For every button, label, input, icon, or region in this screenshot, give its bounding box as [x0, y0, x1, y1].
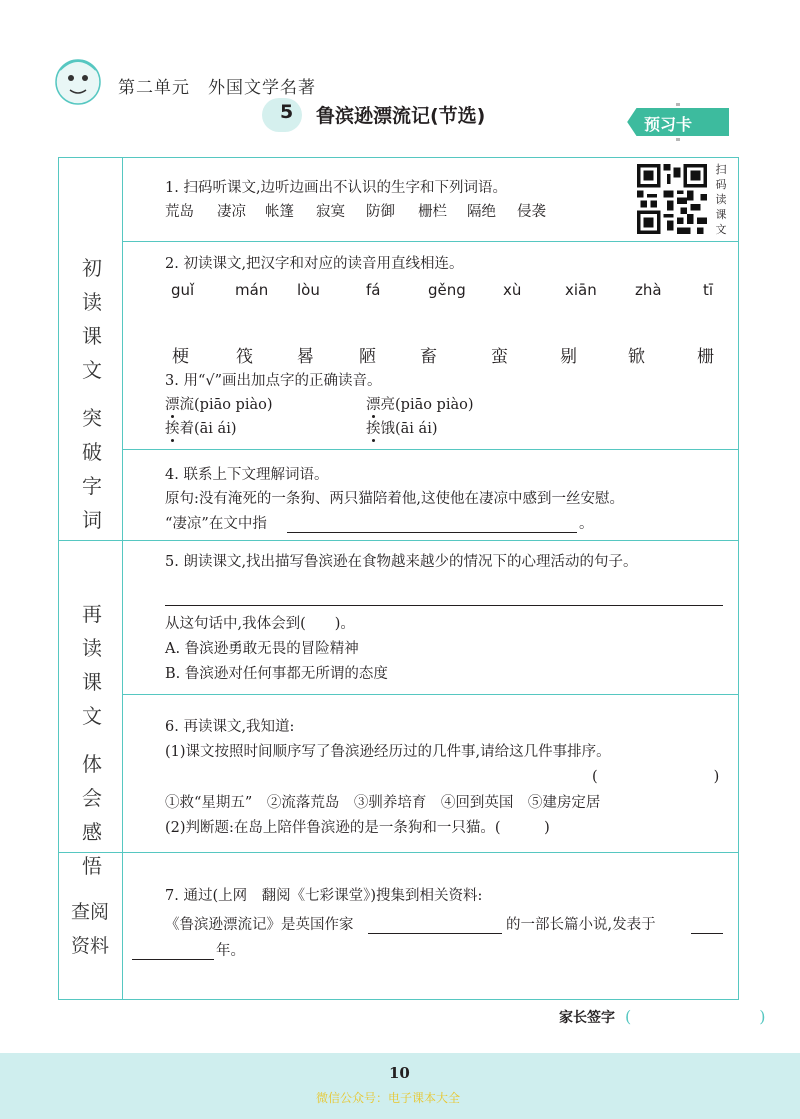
pinyin: gěng: [428, 281, 466, 299]
q7-line2-end: 年。: [216, 943, 245, 959]
word: 帐篷: [265, 204, 294, 220]
hanzi: 畜: [420, 347, 437, 367]
word: 荒岛: [165, 204, 194, 220]
q5-option: B. 鲁滨逊对任何事都无所谓的态度: [165, 666, 388, 682]
hanzi: 陋: [359, 347, 376, 367]
emphasis-dot: [372, 415, 375, 418]
q4-end: 。: [579, 516, 594, 532]
q5-option: A. 鲁滨逊勇敢无畏的冒险精神: [165, 641, 359, 657]
word: 隔绝: [467, 204, 496, 220]
q3-item: 漂流(piāo piào): [165, 397, 273, 413]
q4-ask: “凄凉”在文中指: [165, 516, 267, 532]
lesson-title: 鲁滨逊漂流记(节选): [316, 105, 486, 127]
word: 防御: [366, 204, 395, 220]
qr-code[interactable]: [637, 163, 707, 235]
hanzi: 剔: [560, 347, 577, 367]
mascot-illustration: [50, 52, 106, 108]
word: 寂寞: [316, 204, 345, 220]
q5-prompt: 5. 朗读课文,找出描写鲁滨逊在食物越来越少的情况下的心理活动的句子。: [165, 554, 638, 570]
q1-prompt: 1. 扫码听课文,边听边画出不认识的生字和下列词语。: [165, 180, 508, 196]
hanzi: 梗: [172, 347, 189, 367]
section-divider: [58, 852, 739, 853]
section-divider: [58, 540, 739, 541]
hanzi: 晷: [297, 347, 314, 367]
lesson-number: 5: [280, 101, 294, 123]
q3-item: 漂亮(piāo piào): [366, 397, 474, 413]
pinyin: zhà: [635, 281, 662, 299]
qr-label: 扫 码 读 课 文: [715, 163, 727, 236]
section-label-second-read: 再 读 课 文 体 会 感 悟: [82, 602, 102, 878]
wechat-account: 微信公众号：电子课本大全: [316, 1091, 461, 1105]
q6-events: ①救“星期五” ②流落荒岛 ③驯养培育 ④回到英国 ⑤建房定居: [165, 795, 601, 811]
pinyin: mán: [235, 281, 269, 299]
column-divider: [122, 157, 123, 1000]
answer-line-author[interactable]: [368, 933, 502, 934]
q5-ask: 从这句话中,我体会到( )。: [165, 616, 355, 632]
hanzi: 蛮: [491, 347, 508, 367]
answer-line-year[interactable]: [691, 933, 723, 934]
q6-part1: (1)课文按照时间顺序写了鲁滨逊经历过的几件事,请给这几件事排序。: [165, 744, 611, 760]
footer-band: [0, 1053, 800, 1119]
hanzi: 锨: [628, 347, 645, 367]
answer-line-year[interactable]: [132, 959, 214, 960]
q6-prompt: 6. 再读课文,我知道:: [165, 719, 295, 735]
emphasis-dot: [372, 439, 375, 442]
unit-title: 第二单元 外国文学名著: [118, 78, 316, 98]
pinyin: guǐ: [171, 281, 195, 299]
q6-part2: (2)判断题:在岛上陪伴鲁滨逊的是一条狗和一只猫。( ): [165, 820, 550, 836]
q7-line1b: 的一部长篇小说,发表于: [506, 917, 656, 933]
row-divider: [122, 241, 739, 242]
preview-card-label: 预习卡: [644, 115, 693, 134]
emphasis-dot: [171, 415, 174, 418]
section-label-lookup: 查阅 资料: [70, 901, 109, 957]
q4-prompt: 4. 联系上下文理解词语。: [165, 467, 329, 483]
pinyin: xù: [503, 281, 522, 299]
q3-prompt: 3. 用“√”画出加点字的正确读音。: [165, 373, 382, 389]
page-number: 10: [389, 1064, 410, 1082]
pinyin: tī: [703, 281, 714, 299]
word: 凄凉: [217, 204, 246, 220]
answer-line[interactable]: [287, 532, 577, 533]
answer-line[interactable]: [165, 605, 723, 606]
hanzi: 筏: [236, 347, 253, 367]
section-label-first-read: 初 读 课 文 突 破 字 词: [82, 256, 102, 532]
q7-prompt: 7. 通过(上网 翻阅《七彩课堂》)搜集到相关资料:: [165, 888, 483, 904]
q7-line1a: 《鲁滨逊漂流记》是英国作家: [165, 917, 354, 933]
word: 侵袭: [517, 204, 546, 220]
q4-sentence: 原句:没有淹死的一条狗、两只猫陪着他,这使他在凄凉中感到一丝安慰。: [165, 491, 624, 507]
pinyin: lòu: [297, 281, 320, 299]
hanzi: 栅: [697, 347, 714, 367]
parent-signature-field[interactable]: ( ): [625, 1007, 766, 1026]
q3-item: 挨饿(āi ái): [366, 421, 438, 437]
emphasis-dot: [171, 439, 174, 442]
pinyin: fá: [366, 281, 381, 299]
row-divider: [122, 449, 739, 450]
q6-answer-paren[interactable]: ( ): [592, 769, 720, 785]
word: 栅栏: [418, 204, 447, 220]
q3-item: 挨着(āi ái): [165, 421, 237, 437]
pinyin: xiān: [565, 281, 597, 299]
q2-prompt: 2. 初读课文,把汉字和对应的读音用直线相连。: [165, 256, 464, 272]
parent-signature-label: 家长签字: [559, 1010, 615, 1026]
row-divider: [122, 694, 739, 695]
